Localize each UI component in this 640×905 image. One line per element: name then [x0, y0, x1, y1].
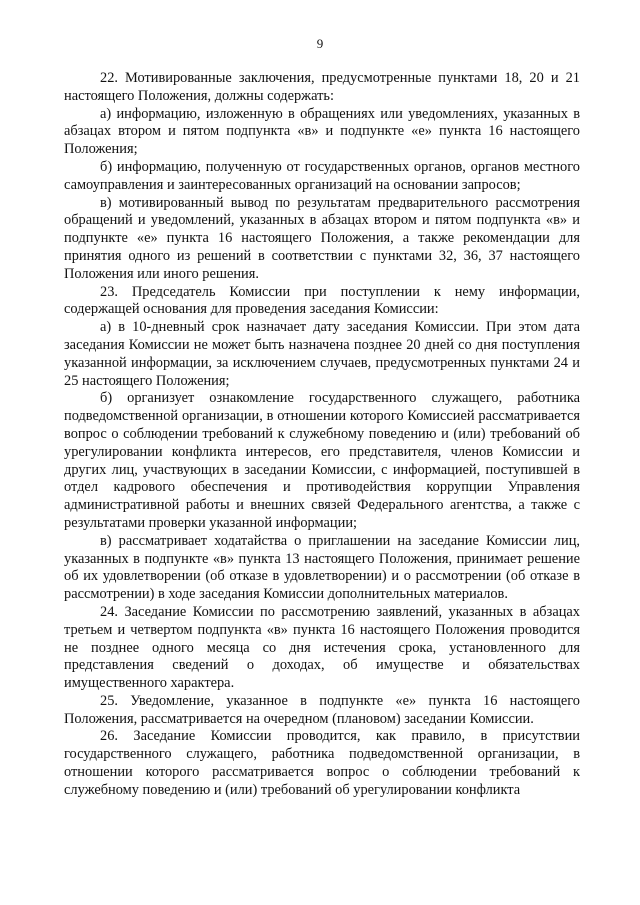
- document-body: [64, 70, 580, 800]
- paragraph-26: 26. Заседание Комиссии проводится, как правило, в присутствии государственного служащего, работника подведомственной организации, в отношении которого рассматривается вопрос о соблюдении требований к служебному поведению и (или) требований об урегулировании конфликта: [64, 728, 580, 798]
- paragraph-22: 22. Мотивированные заключения, предусмотренные пунктами 18, 20 и 21 настоящего Положения, должны содержать:: [64, 70, 580, 104]
- paragraph-22-b: б) информацию, полученную от государственных органов, органов местного самоуправления и заинтересованных организаций на основании запросов;: [64, 158, 580, 193]
- paragraph-22-a: а) информацию, изложенную в обращениях или уведомлениях, указанных в абзацах втором и пятом подпункта «в» и подпункте «е» пункта 16 настоящего Положения;: [64, 105, 580, 158]
- paragraph-25: 25. Уведомление, указанное в подпункте «е» пункта 16 настоящего Положения, рассматривается на очередном (плановом) заседании Комиссии.: [64, 692, 580, 727]
- paragraph-23-a: а) в 10-дневный срок назначает дату заседания Комиссии. При этом дата заседания Комиссии не может быть назначена позднее 20 дней со дня поступления указанной информации, за исключением случаев, предусмотренных пунктами 24 и 25 настоящего Положения;: [64, 319, 580, 389]
- paragraph-24: 24. Заседание Комиссии по рассмотрению заявлений, указанных в абзацах третьем и четвертом подпункта «в» пункта 16 настоящего Положения проводится не позднее одного месяца со дня истечения срока, установленного для представления сведений о доходах, об имуществе и обязательствах имущественного характера.: [64, 603, 580, 692]
- page-number: 9: [316, 36, 324, 51]
- paragraph-23: 23. Председатель Комиссии при поступлении к нему информации, содержащей основания для проведения заседания Комиссии:: [64, 283, 580, 318]
- paragraph-22-v: в) мотивированный вывод по результатам предварительного рассмотрения обращений и уведомлений, указанных в абзацах втором и пятом подпункта «в» и подпункте «е» пункта 16 настоящего Положения, а также рекомендации для принятия одного из решений в соответствии с пунктами 32, 36, 37 настоящего Положения или иного решения.: [64, 194, 580, 282]
- paragraph-23-v: в) рассматривает ходатайства о приглашении на заседание Комиссии лиц, указанных в подпункте «в» пункта 13 настоящего Положения, принимает решение об их удовлетворении (об отказе в удовлетворении) и о рассмотрении (об отказе в рассмотрении) в ходе заседания Комиссии дополнительных материалов.: [64, 532, 580, 603]
- paragraph-23-b: б) организует ознакомление государственного служащего, работника подведомственной организации, в отношении которого Комиссией рассматривается вопрос о соблюдении требований к служебному поведению и (или) требований об урегулировании конфликта интересов, его представителя, членов Комиссии и других лиц, участвующих в заседании Комиссии, с информацией, поступившей в отдел кадрового обеспечения и противодействия коррупции Управления административной работы и внешних связей Федерального агентства, а также с результатами проверки указанной информации;: [64, 390, 580, 531]
